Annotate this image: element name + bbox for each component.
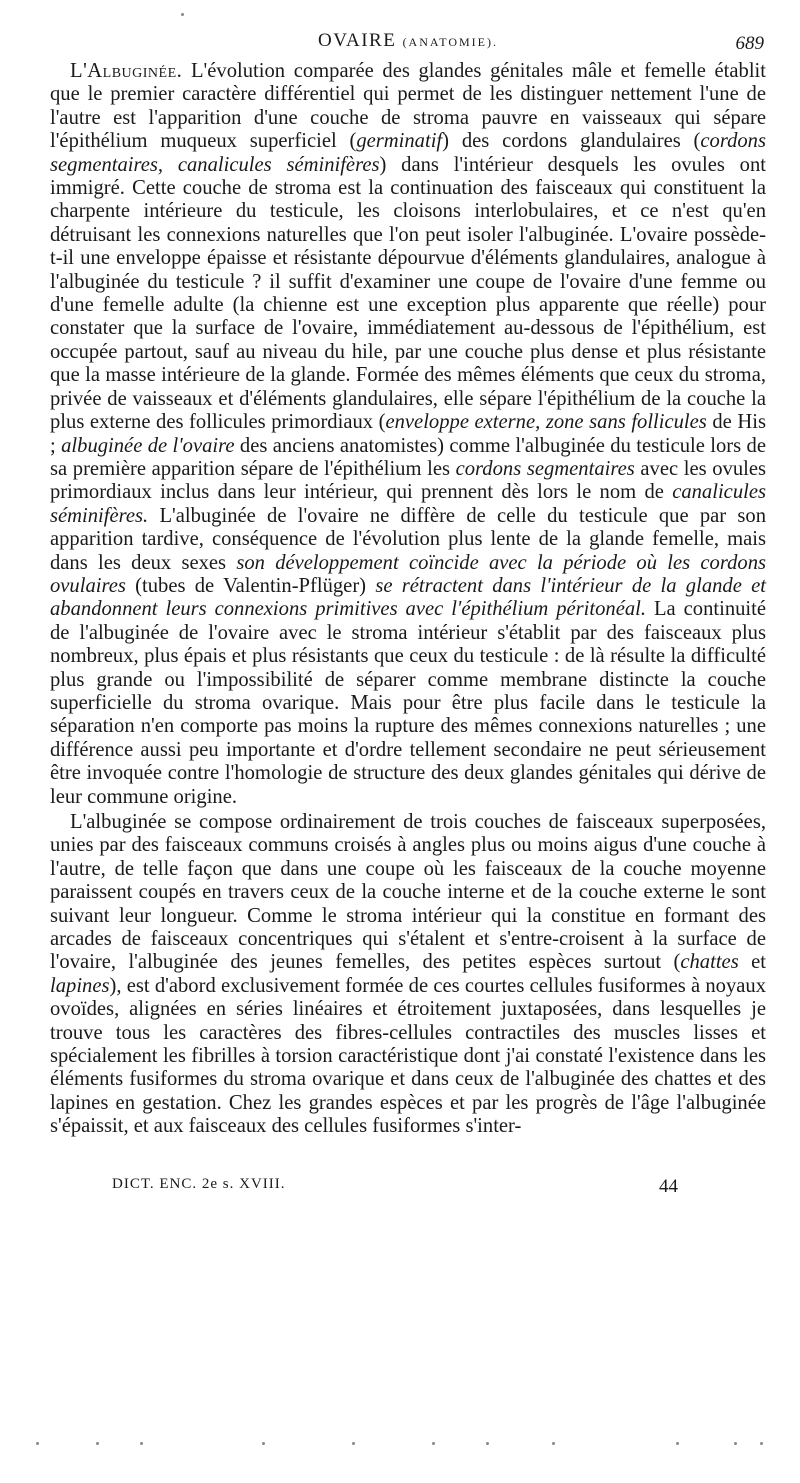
page-footer — [112, 1172, 678, 1202]
italic-run: cordons segmentaires — [455, 457, 635, 480]
speck — [36, 1442, 39, 1445]
signature-mark: DICT. ENC. 2e s. XVIII. — [112, 1176, 286, 1192]
italic-run: son développement coïncide avec la période où les cordons ovulaires — [50, 551, 767, 597]
speck — [432, 1442, 435, 1445]
italic-run: canalicules séminifères. — [50, 481, 766, 527]
signature-number: 44 — [659, 1176, 678, 1197]
italic-run: germinatif — [356, 130, 443, 153]
speck — [486, 1442, 489, 1445]
text-run: et — [738, 951, 766, 974]
header-title-sub: (ANATOMIE). — [402, 35, 498, 49]
text-run: ) dans l'intérieur desquels les ovules ont immigré. Cette couche de stroma est la continuation des faisceaux qui constituent la charpente intérieure du testicule, les cloisons interlobulaires, et ce n'est qu'en détruisant les connexions naturelles que l'on peut isoler l'albuginée. L'ovaire possède-t-il une enveloppe épaisse et résistante dépourvue d'éléments glandulaires, analogue à l'albuginée du testicule ? il suffit d'examiner une coupe de l'ovaire d'une femme ou d'une femelle adulte (la chienne est une exception plus apparente que réelle) pour constater que la surface de l'ovaire, immédiatement au-dessous de l'épithélium, est occupée partout, sauf au niveau du hile, par une couche plus dense et plus résistante que la masse intérieure de la glande. Formée des mêmes éléments que ceux du stroma, privée de vaisseaux et d'éléments glandulaires, elle sépare l'épithélium de la couche la plus externe des follicules primordiaux ( — [50, 153, 766, 434]
speck — [760, 1442, 763, 1445]
text-run: L'albuginée se compose ordinairement de trois couches de faisceaux superposées, unies par des faisceaux communs croisés à angles plus ou moins aigus d'une couche à l'autre, de telle façon que dans une coupe où les faisceaux de la couche moyenne paraissent coupés en travers ceux de la couche interne et de la couche externe le sont suivant leur longueur. Comme le stroma intérieur qui la constitue en formant des arcades de faisceaux concentriques qui s'étalent et s'entre-croisent à la surface de l'ovaire, l'albuginée des jeunes femelles, des petites espèces surtout ( — [50, 811, 766, 974]
paragraph-1 — [50, 60, 766, 809]
speck — [262, 1442, 265, 1445]
italic-run: enveloppe externe, zone sans follicules — [385, 411, 707, 434]
text-run: de His ; — [50, 411, 766, 457]
text-run: La continuité de l'albuginée de l'ovaire avec le stroma intérieur s'établit par des faisceaux plus nombreux, plus épais et plus résistants que ceux du testicule : de là résulte la difficulté plus grande ou l'impossibilité de séparer comme membrane distincte la couche superficielle du stroma ovarique. Mais pour être plus facile dans le testicule la séparation n'en comporte pas moins la rupture des mêmes connexions naturelles ; une différence aussi peu importante et d'ordre tellement secondaire ne peut sérieusement être invoquée contre l'homologie de structure des deux glandes génitales qui dérive de leur commune origine. — [50, 598, 766, 808]
text-run: L'évolution comparée des glandes génitales mâle et femelle établit que le premier caractère différentiel qui permet de les distinguer nettement l'une de l'autre est l'apparition d'une couche de stroma pauvre en vaisseaux qui sépare l'épithélium muqueux superficiel ( — [50, 60, 766, 153]
section-lead: L'Albuginée. — [70, 60, 183, 82]
italic-run: cordons segmentaires, canalicules séminifères — [50, 130, 766, 176]
italic-run: se rétractent dans l'intérieur de la glande et abandonnent leurs connexions primitives avec l'épithélium péritonéal. — [50, 574, 766, 621]
text-run: L'albuginée de l'ovaire ne diffère de celle du testicule que par son apparition tardive, conséquence de l'évolution plus lente de la glande femelle, mais dans les deux sexes — [50, 504, 766, 574]
text-run: ) des cordons glandulaires ( — [442, 130, 701, 153]
speck — [96, 1442, 99, 1445]
page-number: 689 — [735, 33, 764, 54]
body-text — [50, 60, 766, 1139]
italic-run: lapines — [50, 974, 110, 997]
speck — [734, 1442, 737, 1445]
text-run: ), est d'abord exclusivement formée de ces courtes cellules fusiformes à noyaux ovoïdes, alignées en séries linéaires et étroitement juxtaposées, dans lesquelles je trouve tous les caractères des fibres-cellules contractiles des muscles lisses et spécialement les fibrilles à torsion caractéristique dont j'ai constaté l'existence dans les éléments fusiformes du stroma ovarique et dans ceux de l'albuginée des chattes et des lapines en gestation. Chez les grandes espèces et par les progrès de l'âge l'albuginée s'épaissit, et aux faisceaux des cellules fusiformes s'inter- — [50, 974, 766, 1138]
speck — [676, 1442, 679, 1445]
italic-run: albuginée de l'ovaire — [61, 434, 235, 457]
running-header — [52, 30, 764, 54]
italic-run: chattes — [680, 951, 739, 974]
speck — [352, 1442, 355, 1445]
header-title — [52, 30, 764, 52]
speck — [140, 1442, 143, 1445]
text-run: avec les ovules primordiaux inclus dans leur intérieur, qui prennent dès lors le nom de — [50, 457, 766, 504]
speck — [552, 1442, 555, 1445]
text-run: (tubes de Valentin-Pflüger) — [125, 574, 376, 597]
text-run: des anciens anatomistes) comme l'albuginée du testicule lors de sa première apparition sépare de l'épithélium les — [50, 434, 766, 480]
paragraph-2 — [50, 811, 766, 1139]
speck — [181, 13, 184, 16]
header-title-main: OVAIRE — [317, 30, 397, 51]
